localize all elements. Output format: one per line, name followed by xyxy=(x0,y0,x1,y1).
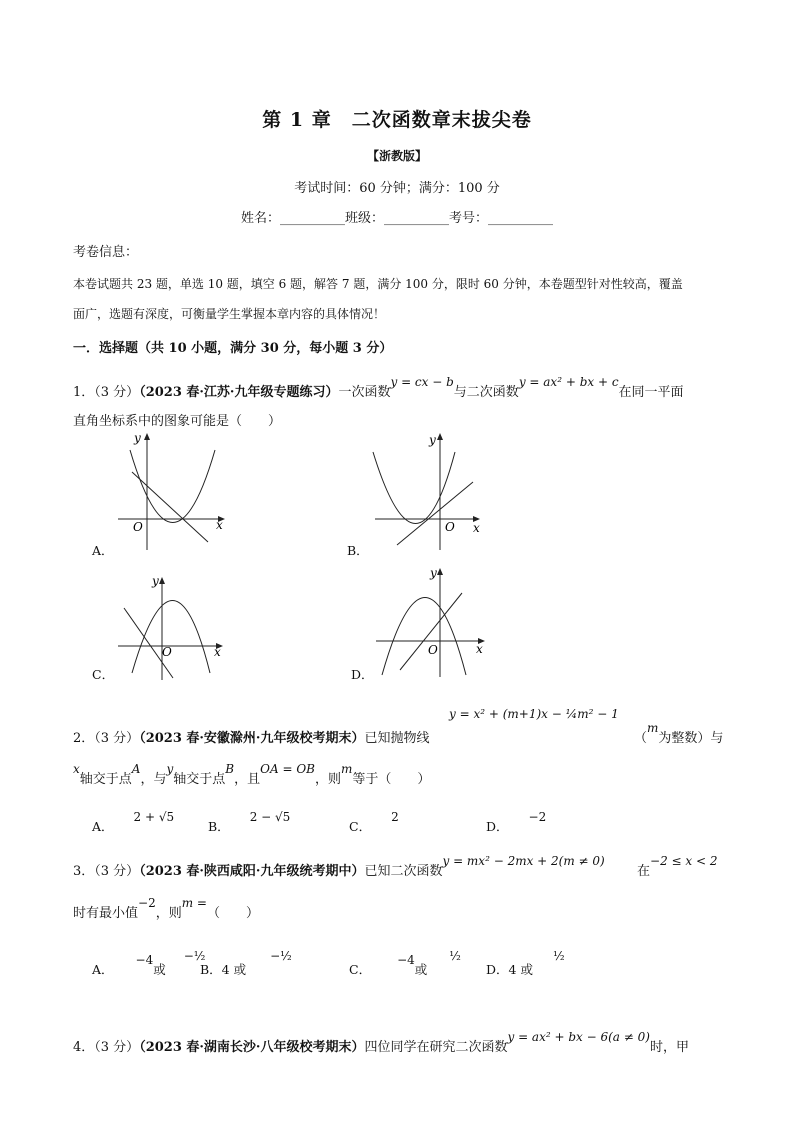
section-heading: 一．选择题（共 10 小题，满分 30 分，每小题 3 分） xyxy=(73,341,393,356)
info-heading: 考卷信息： xyxy=(73,245,139,260)
question-2-formula: y = x² + (m+1)x − ¼m² − 1 xyxy=(449,707,619,721)
origin-label: O xyxy=(428,643,438,657)
question-2-option-a xyxy=(92,810,175,835)
parabola xyxy=(130,450,215,523)
y-label: y xyxy=(429,433,436,447)
question-2-option-d xyxy=(486,810,547,835)
point-a: A xyxy=(131,762,141,776)
origin-label: O xyxy=(445,520,455,534)
question-1-formula-quadratic: y = ax² + bx + c xyxy=(518,375,619,389)
question-3-line-2 xyxy=(73,896,259,921)
question-2-text: ，且 xyxy=(234,772,261,787)
x-label: x xyxy=(214,645,221,659)
question-3-formula: y = mx² − 2mx + 2(m ≠ 0) xyxy=(442,854,605,868)
question-1-number: 1．（3 分） xyxy=(73,385,140,400)
exam-info: 考试时间：60 分钟；满分：100 分 xyxy=(294,181,500,196)
question-3-text: 在 xyxy=(637,864,651,879)
x-label: x xyxy=(476,642,483,656)
x-label: x xyxy=(473,521,480,535)
question-4-text: 四位同学在研究二次函数 xyxy=(364,1040,508,1055)
question-1-line-1 xyxy=(73,375,684,400)
question-3-number: 3．（3 分） xyxy=(73,864,140,879)
question-2-paren: （ xyxy=(634,731,648,746)
question-2-line-1 xyxy=(73,727,429,746)
question-2-number: 2．（3 分） xyxy=(73,731,140,746)
question-4-text: 时，甲 xyxy=(649,1040,689,1055)
question-2-line-2 xyxy=(73,762,431,787)
y-axis-arrow xyxy=(159,577,165,584)
option-or: 或 xyxy=(414,962,428,977)
point-b: B xyxy=(225,762,235,776)
option-label: D． xyxy=(486,819,509,834)
x-label: x xyxy=(216,518,223,532)
graph-option-c xyxy=(110,568,230,686)
question-4-line-1 xyxy=(73,1030,689,1055)
question-1-line-2: 直角坐标系中的图象可能是（ ） xyxy=(73,414,282,429)
question-2-text: 已知抛物线 xyxy=(364,731,430,746)
question-1-formula-linear: y = cx − b xyxy=(390,375,454,389)
line xyxy=(124,608,173,678)
question-3-option-b xyxy=(200,949,292,978)
question-3-line-1-end xyxy=(637,854,718,879)
question-2-text: ，与 xyxy=(140,772,167,787)
line xyxy=(132,472,208,542)
question-1-text: 在同一平面 xyxy=(618,385,684,400)
y-axis-arrow xyxy=(437,433,443,440)
origin-label: O xyxy=(133,520,143,534)
question-3-source: （2023 春·陕西咸阳·九年级统考期中） xyxy=(139,864,365,879)
question-2-line-1-end xyxy=(634,721,724,746)
option-label: B． xyxy=(208,819,230,834)
graph-option-d xyxy=(370,565,490,683)
question-3-range: −2 ≤ x < 2 xyxy=(650,854,718,868)
m-var: m xyxy=(340,762,353,776)
question-2-m-var: m xyxy=(647,721,659,735)
y-label: y xyxy=(152,574,159,588)
condition: OA = OB xyxy=(260,762,315,776)
option-label: B．4 或 xyxy=(200,962,247,977)
y-axis-arrow xyxy=(144,433,150,440)
option-label: C． xyxy=(349,819,372,834)
name-class-id-line: 姓名：__________班级：__________考号：__________ xyxy=(240,211,553,226)
question-2-option-c xyxy=(349,810,399,835)
question-1-text: 与二次函数 xyxy=(453,385,519,400)
option-value: ½ xyxy=(449,949,461,963)
option-label: C． xyxy=(349,962,372,977)
option-value: −½ xyxy=(270,949,292,963)
y-var: y xyxy=(166,762,174,776)
parabola xyxy=(373,452,455,524)
graph-option-a xyxy=(110,430,230,556)
parabola xyxy=(382,598,466,676)
question-3-line-1 xyxy=(73,854,605,879)
question-4-source: （2023 春·湖南长沙·八年级校考期末） xyxy=(139,1040,365,1055)
y-label: y xyxy=(430,566,437,580)
question-3-option-a xyxy=(92,949,206,978)
question-3-min: −2 xyxy=(138,896,156,910)
option-value: −½ xyxy=(183,949,206,963)
option-a-label: A． xyxy=(92,543,114,558)
option-value: 2 − √5 xyxy=(249,810,291,824)
option-value: ½ xyxy=(552,949,565,963)
option-b-label: B． xyxy=(347,543,369,558)
question-2-text: 等于（ ） xyxy=(352,772,431,787)
question-3-text: 时有最小值 xyxy=(73,906,139,921)
option-d-label: D． xyxy=(351,667,374,682)
option-label: D．4 或 xyxy=(486,962,533,977)
x-var: x xyxy=(73,762,80,776)
question-3-m-eq: m = xyxy=(181,896,207,910)
option-value: 2 xyxy=(391,810,399,824)
y-label: y xyxy=(134,431,141,445)
question-2-text: 轴交于点 xyxy=(79,772,132,787)
option-or: 或 xyxy=(153,962,166,977)
edition-label: 【浙教版】 xyxy=(366,149,427,163)
origin-label: O xyxy=(162,645,172,659)
option-label: A． xyxy=(92,819,114,834)
line xyxy=(397,482,473,545)
question-1-source: （2023 春·江苏·九年级专题练习） xyxy=(139,385,339,400)
question-1-text: 一次函数 xyxy=(338,385,391,400)
question-2-text: ，则 xyxy=(314,772,341,787)
y-axis-arrow xyxy=(437,568,443,575)
question-3-option-c xyxy=(349,949,461,978)
option-value: −4 xyxy=(135,953,154,967)
option-c-label: C． xyxy=(92,667,115,682)
question-2-text: 轴交于点 xyxy=(173,772,226,787)
option-value: −2 xyxy=(528,810,547,824)
question-2-source: （2023 春·安徽滁州·九年级校考期末） xyxy=(139,731,365,746)
graph-option-b xyxy=(365,430,485,556)
option-label: A． xyxy=(92,962,114,977)
option-value: −4 xyxy=(397,953,415,967)
page-title: 第 1 章 二次函数章末拔尖卷 xyxy=(262,109,532,131)
question-2-text: 为整数）与 xyxy=(658,731,724,746)
question-3-text: （ ） xyxy=(206,906,259,921)
question-3-option-d xyxy=(486,949,565,978)
option-value: 2 + √5 xyxy=(133,810,175,824)
question-4-number: 4．（3 分） xyxy=(73,1040,140,1055)
question-2-option-b xyxy=(208,810,291,835)
question-4-formula: y = ax² + bx − 6(a ≠ 0) xyxy=(507,1030,650,1044)
question-3-text: ，则 xyxy=(155,906,182,921)
question-3-text: 已知二次函数 xyxy=(364,864,443,879)
info-line-1: 本卷试题共 23 题，单选 10 题，填空 6 题，解答 7 题，满分 100 分，限时 60 分钟，本卷题型针对性较高，覆盖 xyxy=(73,277,683,291)
info-line-2: 面广，选题有深度，可衡量学生掌握本章内容的具体情况！ xyxy=(73,307,386,321)
